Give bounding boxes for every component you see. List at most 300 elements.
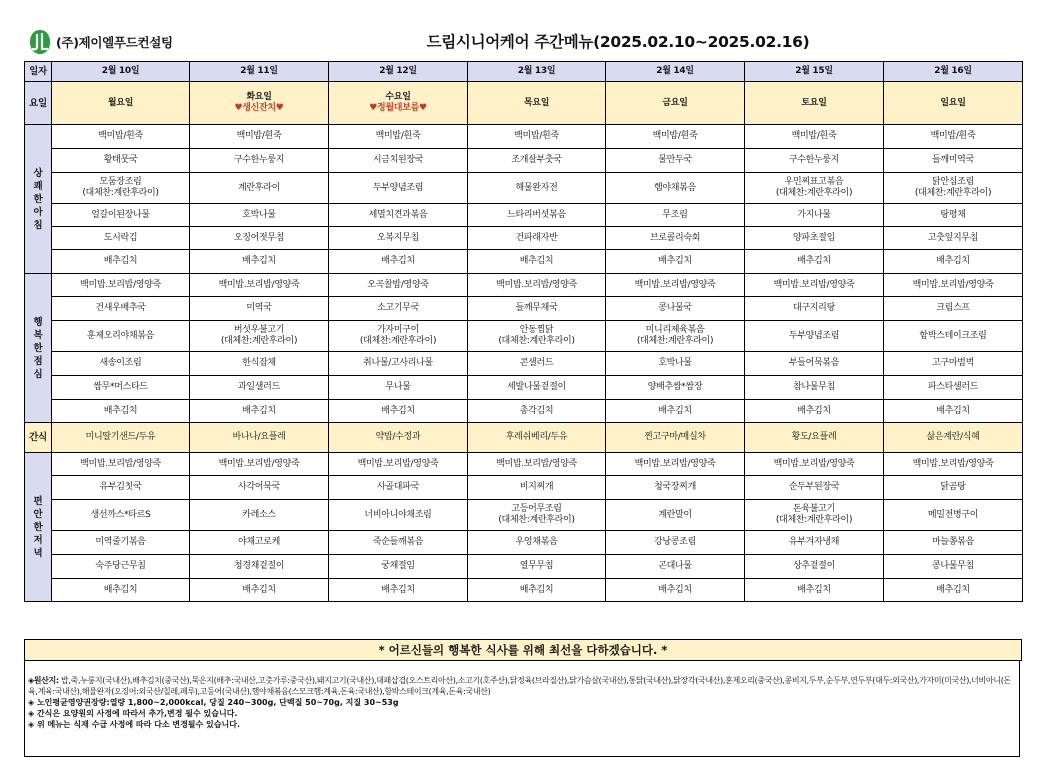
dish-name: 참나물무침: [793, 382, 835, 392]
breakfast-dish-cell: [190, 125, 329, 149]
dinner-dish-cell: [745, 500, 884, 531]
dinner-dish-cell: [606, 555, 745, 579]
dish-name: 호박나물: [658, 358, 692, 368]
lunch-dish-cell: [190, 400, 329, 423]
dinner-row: [25, 500, 1023, 531]
dish-name: 느타리버섯볶음: [507, 209, 566, 220]
dinner-dish-cell: [329, 500, 468, 531]
dish-name: 강낭콩조림: [654, 537, 696, 547]
dish-name: 버섯우불고기: [233, 325, 285, 335]
lunch-row: [25, 274, 1023, 297]
date-text: 2월 16일: [934, 66, 972, 76]
lunch-row: [25, 321, 1023, 352]
dinner-dish-cell: [468, 476, 606, 500]
dish-name: 백미밥.보리밥/영양죽: [357, 458, 439, 469]
dish-name: 배추김치: [381, 256, 415, 266]
lunch-dish-cell: [190, 376, 329, 400]
date-cell: [190, 62, 329, 82]
weekday-text: 화요일: [246, 92, 272, 102]
dinner-dish-cell: [190, 555, 329, 579]
breakfast-dish-cell: [606, 173, 745, 204]
dish-name: 백미밥.보리밥/영양죽: [496, 279, 577, 290]
dinner-dish-cell: [468, 555, 606, 579]
dish-name: 건새우배추국: [95, 303, 146, 313]
dish-name: 백미밥.보리밥/영양죽: [773, 458, 855, 469]
dish-name: 물만두국: [658, 155, 692, 165]
dish-name: (대체찬:계란후라이): [82, 188, 159, 198]
dish-name: 도시락김: [103, 232, 138, 243]
weekday-label: [25, 82, 52, 125]
weekday-text: 월요일: [107, 97, 134, 108]
dish-name: 순두부된장국: [788, 482, 840, 492]
breakfast-row: [25, 250, 1023, 274]
dish-name: 백미밥/흰죽: [514, 131, 559, 141]
dish-name: 배추김치: [658, 256, 692, 266]
snack-cell: [606, 423, 745, 453]
snack-row: [25, 423, 1023, 453]
breakfast-dish-cell: [745, 204, 884, 227]
dish-name: 백미밥/흰죽: [236, 131, 282, 141]
dish-name: 배추김치: [797, 584, 831, 595]
breakfast-dish-cell: [52, 149, 190, 173]
lunch-dish-cell: [468, 376, 606, 400]
lunch-row: [25, 400, 1023, 423]
breakfast-dish-cell: [884, 204, 1023, 227]
lunch-dish-cell: [329, 321, 468, 352]
date-text: 2월 15일: [795, 66, 833, 76]
page-header: [24, 26, 1022, 60]
dinner-dish-cell: [468, 531, 606, 555]
dish-name: 마늘쫑볶음: [932, 537, 974, 547]
weekday-cell: [745, 82, 884, 125]
snack-item: 삶은계란/식혜: [926, 432, 980, 442]
breakfast-dish-cell: [52, 227, 190, 250]
dish-name: 햄야채볶음: [654, 182, 696, 193]
lunch-dish-cell: [468, 321, 606, 352]
dish-name: 훈제오리야채볶음: [86, 330, 155, 341]
dish-name: 부들어묵볶음: [788, 358, 840, 368]
breakfast-label: [25, 125, 52, 274]
dish-name: 배추김치: [936, 405, 970, 416]
snack-cell: [52, 423, 190, 453]
date-cell: [606, 62, 745, 82]
dish-name: 백미밥/흰죽: [652, 131, 698, 141]
dish-name: 배추김치: [797, 405, 831, 416]
slogan-banner: * 어르신들의 행복한 식사를 위해 최선을 다하겠습니다. *: [24, 639, 1022, 661]
date-text: 2월 13일: [517, 66, 556, 76]
dish-name: 두부양념조림: [372, 182, 424, 193]
dish-name: 구수한누룽지: [233, 155, 285, 165]
weekday-text: 토요일: [801, 97, 827, 108]
breakfast-dish-cell: [329, 227, 468, 250]
dinner-row: [25, 579, 1023, 602]
dish-name: 우민찌표고볶음: [784, 177, 844, 187]
event-badge: ♥생신잔치♥: [234, 103, 284, 113]
weekday-text: 목요일: [523, 97, 550, 108]
dish-name: 과일샐러드: [238, 382, 280, 392]
dinner-row: [25, 555, 1023, 579]
breakfast-dish-cell: [190, 204, 329, 227]
breakfast-dish-cell: [606, 250, 745, 274]
dish-name: 크림스프: [936, 303, 970, 313]
dinner-dish-cell: [745, 476, 884, 500]
lunch-dish-cell: [468, 274, 606, 297]
dish-name: 모둠장조림: [99, 177, 142, 187]
date-text: 2월 14일: [656, 66, 694, 76]
dish-name: 콩나물국: [658, 303, 692, 313]
dinner-dish-cell: [52, 531, 190, 555]
snack-label-text: 간식: [29, 432, 47, 443]
dish-name: 무나물: [385, 382, 411, 392]
date-row: [25, 62, 1023, 82]
dinner-dish-cell: [329, 555, 468, 579]
breakfast-dish-cell: [52, 250, 190, 274]
page-title: 드림시니어케어 주간메뉴(2025.02.10~2025.02.16): [426, 33, 810, 51]
lunch-dish-cell: [190, 297, 329, 321]
dish-name: 양파초절임: [793, 232, 835, 243]
weekday-cell: [52, 82, 190, 125]
dinner-dish-cell: [606, 531, 745, 555]
dish-name: 배추김치: [103, 405, 138, 416]
dish-name: (대체찬:계란후라이): [359, 336, 437, 346]
dinner-dish-cell: [468, 579, 606, 602]
lunch-dish-cell: [606, 352, 745, 376]
dish-name: 미역국: [246, 303, 272, 313]
dinner-dish-cell: [745, 579, 884, 602]
lunch-dish-cell: [606, 400, 745, 423]
dish-name: 청국장찌개: [654, 482, 696, 492]
snack-cell: [468, 423, 606, 453]
lunch-row: [25, 352, 1023, 376]
dish-name: 오복지무침: [377, 232, 419, 243]
weekly-menu-table: [24, 61, 1023, 602]
dish-name: 너비아니야채조림: [364, 509, 432, 520]
dish-name: 조개살부춧국: [511, 155, 562, 165]
lunch-row: [25, 297, 1023, 321]
dish-name: 궁채절임: [381, 561, 415, 571]
breakfast-dish-cell: [745, 250, 884, 274]
dish-name: 미니리제육볶음: [645, 325, 705, 335]
dish-name: 배추김치: [936, 584, 970, 595]
dish-name: 닭곰탕: [940, 482, 966, 492]
dish-name: 배추김치: [519, 256, 554, 266]
dish-name: (대체찬:계란후라이): [636, 336, 714, 346]
lunch-dish-cell: [884, 376, 1023, 400]
dish-name: 콩나물무침: [932, 561, 974, 571]
dish-name: 백미밥.보리밥/영양죽: [80, 279, 161, 290]
breakfast-dish-cell: [468, 227, 606, 250]
lunch-dish-cell: [190, 352, 329, 376]
origin-note: [28, 675, 1016, 697]
dish-name: 얼갈이된장나물: [91, 209, 150, 220]
lunch-dish-cell: [745, 352, 884, 376]
dish-name: 백미밥.보리밥/영양죽: [80, 458, 161, 469]
weekday-cell: [606, 82, 745, 125]
lunch-dish-cell: [52, 376, 190, 400]
dish-name: 배추김치: [103, 256, 138, 266]
lunch-dish-cell: [52, 321, 190, 352]
lunch-dish-cell: [468, 400, 606, 423]
dish-name: 배추김치: [658, 405, 692, 416]
date-text: 2월 12일: [379, 66, 417, 76]
origin-text: 밥,죽,누룽지(국내산),배추김치(중국산),묵은지(배추:국내산,고춧가루:중국산),돼지고기(국내산),대패삽겹(오스트리아산),소고기(호주산),닭정육(브라질산),닭가슴살(국내산),통닭(국내산),닭장각(국내산),훈제오리(중국산),콩비지,두부,순두부,연두부(대두:외국산),가자미(미국산),너비아니(돈육,계육:국내산),해물완자(오징어:외국산/칠레,페루),고등어(국내산),햄야채볶음(스모크햄:계육,돈육:국내산),함박스테이크(계육,돈육:국내산): [28, 676, 1011, 696]
dish-name: 돈육불고기: [793, 504, 835, 514]
breakfast-dish-cell: [468, 173, 606, 204]
dish-name: 카레소스: [242, 509, 276, 520]
dish-name: 우엉채볶음: [515, 537, 558, 547]
dinner-dish-cell: [884, 555, 1023, 579]
date-label-text: 일자: [29, 66, 47, 77]
dinner-dish-cell: [606, 476, 745, 500]
lunch-dish-cell: [745, 400, 884, 423]
dish-name: 한식잡채: [242, 358, 276, 368]
dish-name: 백미밥/흰죽: [375, 131, 421, 141]
company-name: (주)제이엘푸드컨설팅: [56, 35, 173, 50]
snack-item: 미니딸기샌드/두유: [85, 432, 156, 442]
date-cell: [745, 62, 884, 82]
dish-name: 백미밥.보리밥/영양죽: [496, 458, 577, 469]
lunch-dish-cell: [606, 376, 745, 400]
breakfast-dish-cell: [190, 250, 329, 274]
dish-name: 사골대파국: [377, 482, 419, 492]
lunch-dish-cell: [884, 274, 1023, 297]
dinner-dish-cell: [606, 500, 745, 531]
dinner-label: [25, 453, 52, 602]
dish-name: 세발나물겉절이: [507, 382, 566, 392]
dish-name: (대체찬:계란후라이): [220, 336, 298, 346]
breakfast-dish-cell: [606, 125, 745, 149]
dinner-dish-cell: [606, 453, 745, 476]
breakfast-row: [25, 227, 1023, 250]
change-note: ◈ 위 메뉴는 식재 수급 사정에 따라 다소 변경될수 있습니다.: [28, 720, 240, 729]
dish-name: 콘샐러드: [519, 358, 554, 368]
breakfast-dish-cell: [745, 125, 884, 149]
dinner-dish-cell: [745, 555, 884, 579]
dinner-dish-cell: [52, 555, 190, 579]
dish-name: (대체찬:계란후라이): [775, 515, 853, 525]
breakfast-row: [25, 125, 1023, 149]
weekday-text: 일요일: [940, 97, 966, 108]
dish-name: 무조림: [662, 209, 688, 220]
dish-name: 오징어젓무침: [233, 232, 285, 243]
breakfast-dish-cell: [468, 125, 606, 149]
dish-name: 미역줄기볶음: [95, 537, 146, 547]
dish-name: 고구마범벅: [932, 358, 974, 368]
breakfast-dish-cell: [329, 204, 468, 227]
dish-name: 양배추쌈*쌈장: [647, 382, 703, 392]
lunch-dish-cell: [606, 321, 745, 352]
lunch-label-text: 행복한점심: [33, 316, 43, 380]
lunch-dish-cell: [52, 274, 190, 297]
breakfast-dish-cell: [884, 173, 1023, 204]
dinner-row: [25, 453, 1023, 476]
date-cell: [468, 62, 606, 82]
lunch-dish-cell: [329, 400, 468, 423]
dish-name: 야채고로케: [238, 537, 280, 547]
dish-name: 유부겨자냉채: [788, 537, 840, 547]
lunch-dish-cell: [52, 352, 190, 376]
dish-name: 숙주당근무침: [95, 561, 146, 571]
date-cell: [329, 62, 468, 82]
dish-name: 들깨미역국: [932, 155, 974, 165]
dish-name: 상추겉절이: [793, 561, 835, 571]
dinner-dish-cell: [190, 453, 329, 476]
lunch-row: [25, 376, 1023, 400]
weekday-text: 수요일: [385, 92, 411, 102]
dish-name: (대체찬:계란후라이): [498, 515, 575, 525]
dinner-dish-cell: [190, 579, 329, 602]
lunch-dish-cell: [52, 297, 190, 321]
dish-name: 배추김치: [242, 405, 276, 416]
lunch-dish-cell: [329, 297, 468, 321]
event-badge: ♥정월대보름♥: [369, 103, 427, 113]
weekday-label-text: 요일: [29, 97, 47, 109]
breakfast-dish-cell: [329, 149, 468, 173]
lunch-dish-cell: [884, 321, 1023, 352]
dish-name: 소고기무국: [377, 303, 419, 313]
dish-name: 브로콜리숙회: [649, 232, 701, 243]
dish-name: 백미밥.보리밥/영양죽: [634, 279, 716, 290]
dish-name: 배추김치: [381, 584, 415, 595]
snack-cell: [745, 423, 884, 453]
breakfast-dish-cell: [190, 173, 329, 204]
dinner-row: [25, 531, 1023, 555]
breakfast-dish-cell: [52, 204, 190, 227]
dish-name: 배추김치: [797, 256, 831, 266]
breakfast-dish-cell: [329, 173, 468, 204]
dinner-dish-cell: [884, 500, 1023, 531]
dish-name: 새송이조림: [99, 358, 142, 368]
dinner-row: [25, 476, 1023, 500]
breakfast-row: [25, 173, 1023, 204]
dish-name: 백미밥.보리밥/영양죽: [912, 458, 994, 469]
breakfast-dish-cell: [606, 227, 745, 250]
dish-name: 백미밥.보리밥/영양죽: [912, 279, 994, 290]
dinner-dish-cell: [745, 453, 884, 476]
dish-name: 배추김치: [519, 584, 554, 595]
dish-name: 백미밥/흰죽: [791, 131, 837, 141]
dish-name: 배추김치: [242, 584, 276, 595]
dish-name: 대구지리탕: [793, 303, 835, 313]
dish-name: 세멸치견과볶음: [368, 209, 428, 220]
dish-name: 쌈무*머스타드: [93, 382, 148, 392]
dish-name: 비지찌개: [519, 482, 554, 492]
dish-name: 호박나물: [242, 209, 276, 220]
dinner-dish-cell: [884, 531, 1023, 555]
origin-label: ◈원산지:: [28, 676, 59, 685]
dish-name: 백미밥.보리밥/영양죽: [218, 279, 300, 290]
dish-name: 곤대나물: [658, 561, 692, 571]
breakfast-row: [25, 149, 1023, 173]
date-text: 2월 11일: [240, 66, 278, 76]
lunch-dish-cell: [190, 274, 329, 297]
dinner-dish-cell: [329, 579, 468, 602]
snack-item: 황도/요플레: [791, 432, 837, 442]
dish-name: 총각김치: [519, 405, 554, 416]
dish-name: 열무무침: [519, 561, 554, 571]
breakfast-row: [25, 204, 1023, 227]
dish-name: 고등어무조림: [511, 504, 562, 514]
dish-name: 구수한누룽지: [788, 155, 840, 165]
dinner-dish-cell: [884, 579, 1023, 602]
snack-label: [25, 423, 52, 453]
breakfast-dish-cell: [745, 227, 884, 250]
lunch-dish-cell: [884, 297, 1023, 321]
date-cell: [884, 62, 1023, 82]
snack-cell: [884, 423, 1023, 453]
dish-name: 배추김치: [936, 256, 970, 266]
snack-item: 약밥/수정과: [375, 432, 421, 442]
lunch-dish-cell: [329, 274, 468, 297]
snack-item: 찐고구마/매실차: [644, 432, 706, 442]
dish-name: 백미밥.보리밥/영양죽: [773, 279, 855, 290]
breakfast-dish-cell: [606, 149, 745, 173]
lunch-dish-cell: [468, 297, 606, 321]
lunch-dish-cell: [745, 297, 884, 321]
breakfast-dish-cell: [884, 125, 1023, 149]
dish-name: 해물완자전: [515, 182, 558, 193]
weekday-cell: [190, 82, 329, 125]
breakfast-dish-cell: [884, 227, 1023, 250]
breakfast-dish-cell: [884, 250, 1023, 274]
dish-name: 가자미구이: [377, 325, 419, 335]
breakfast-dish-cell: [884, 149, 1023, 173]
dish-name: 취나물/고사리나물: [363, 358, 433, 368]
lunch-dish-cell: [884, 352, 1023, 376]
notes-box: [24, 660, 1020, 757]
date-text: 2월 10일: [101, 66, 140, 76]
dinner-dish-cell: [190, 500, 329, 531]
breakfast-dish-cell: [190, 149, 329, 173]
dish-name: (대체찬:계란후라이): [498, 336, 575, 346]
dish-name: 고춧잎지무침: [927, 232, 979, 243]
dinner-dish-cell: [52, 579, 190, 602]
breakfast-dish-cell: [468, 250, 606, 274]
lunch-dish-cell: [745, 376, 884, 400]
weekday-cell: [884, 82, 1023, 125]
weekday-text: 금요일: [662, 97, 688, 108]
dish-name: 계란후라이: [238, 182, 280, 193]
dinner-dish-cell: [52, 476, 190, 500]
dish-name: 안동찜닭: [519, 325, 554, 335]
snack-cell: [329, 423, 468, 453]
dish-name: (대체찬:계란후라이): [914, 188, 992, 198]
dinner-dish-cell: [329, 531, 468, 555]
dish-name: (대체찬:계란후라이): [775, 188, 853, 198]
breakfast-dish-cell: [606, 204, 745, 227]
dinner-dish-cell: [329, 453, 468, 476]
dish-name: 청경채겉절이: [233, 561, 285, 571]
date-label: [25, 62, 52, 82]
dinner-dish-cell: [52, 500, 190, 531]
lunch-dish-cell: [468, 352, 606, 376]
dish-name: 배추김치: [658, 584, 692, 595]
dish-name: 백미밥.보리밥/영양죽: [634, 458, 716, 469]
dish-name: 시금치된장국: [372, 155, 424, 165]
dish-name: 들깨무채국: [515, 303, 558, 313]
breakfast-dish-cell: [329, 250, 468, 274]
dish-name: 백미밥/흰죽: [930, 131, 976, 141]
dinner-dish-cell: [468, 453, 606, 476]
dinner-dish-cell: [52, 453, 190, 476]
dish-name: 탕평채: [940, 209, 966, 220]
dinner-dish-cell: [884, 476, 1023, 500]
lunch-dish-cell: [52, 400, 190, 423]
lunch-dish-cell: [745, 274, 884, 297]
dish-name: 계란말이: [658, 509, 692, 520]
dinner-dish-cell: [745, 531, 884, 555]
dish-name: 배추김치: [242, 256, 276, 266]
